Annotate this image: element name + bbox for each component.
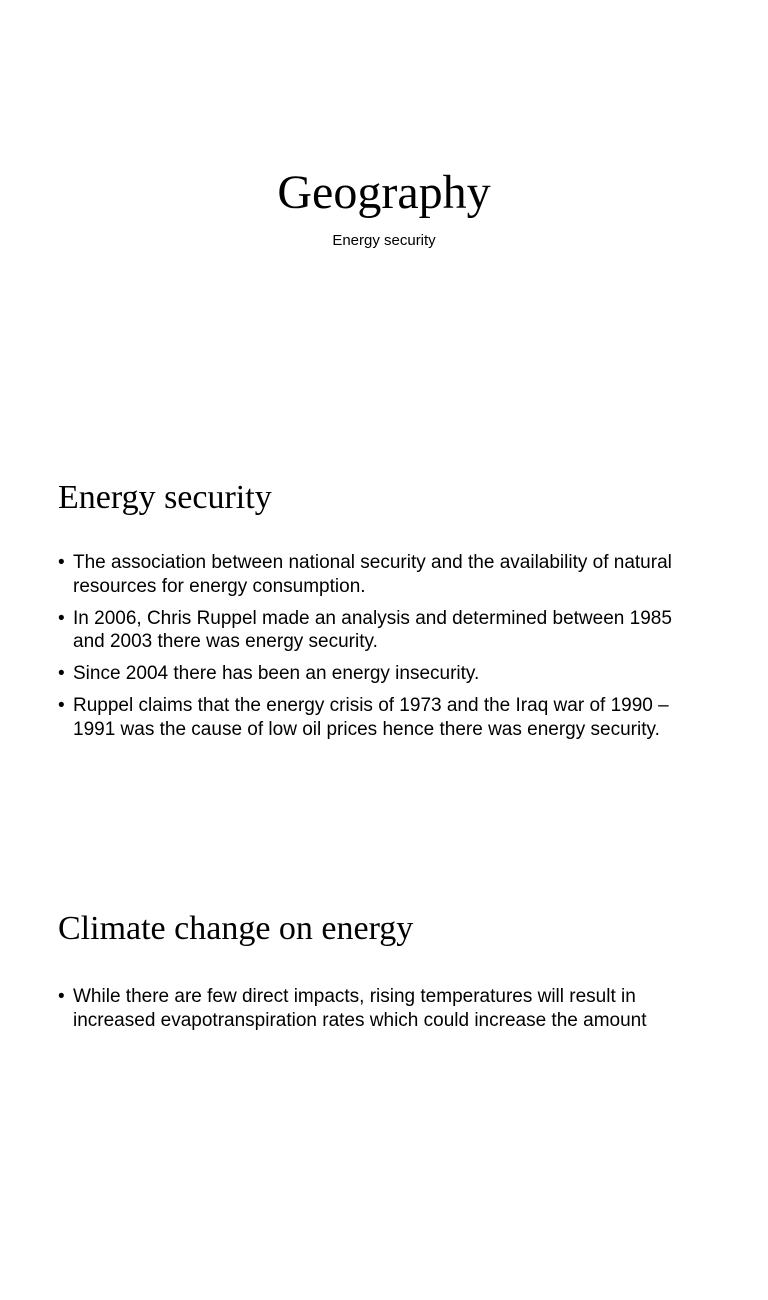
bullet-icon: • bbox=[58, 695, 65, 716]
bullet-item bbox=[58, 662, 708, 686]
bullet-icon: • bbox=[58, 986, 65, 1007]
bullet-list bbox=[58, 551, 708, 750]
bullet-text: While there are few direct impacts, rising temperatures will result in increased evapotranspiration rates which could increase the amount bbox=[73, 986, 647, 1031]
presentation-subtitle: Energy security bbox=[332, 232, 436, 249]
bullet-text: In 2006, Chris Ruppel made an analysis and determined between 1985 and 2003 there was energy security. bbox=[73, 607, 672, 652]
slide-title: Energy security bbox=[58, 479, 272, 516]
climate-change-slide bbox=[0, 868, 768, 1300]
bullet-text: Since 2004 there has been an energy insecurity. bbox=[73, 663, 480, 684]
slide-title: Climate change on energy bbox=[58, 910, 414, 947]
bullet-icon: • bbox=[58, 607, 65, 629]
bullet-icon: • bbox=[58, 552, 65, 573]
bullet-text: Ruppel claims that the energy crisis of 1973 and the Iraq war of 1990 – 1991 was the cause of low oil prices hence there was energy security. bbox=[73, 695, 669, 740]
bullet-icon: • bbox=[58, 663, 65, 684]
bullet-item bbox=[58, 694, 708, 741]
presentation-title: Geography bbox=[277, 166, 491, 219]
bullet-item bbox=[58, 607, 708, 654]
bullet-list bbox=[58, 985, 708, 1041]
bullet-item bbox=[58, 551, 708, 598]
energy-security-slide bbox=[0, 434, 768, 866]
bullet-item bbox=[58, 985, 708, 1032]
bullet-text: The association between national security and the availability of natural resources for energy consumption. bbox=[73, 552, 672, 597]
title-slide bbox=[0, 0, 768, 432]
